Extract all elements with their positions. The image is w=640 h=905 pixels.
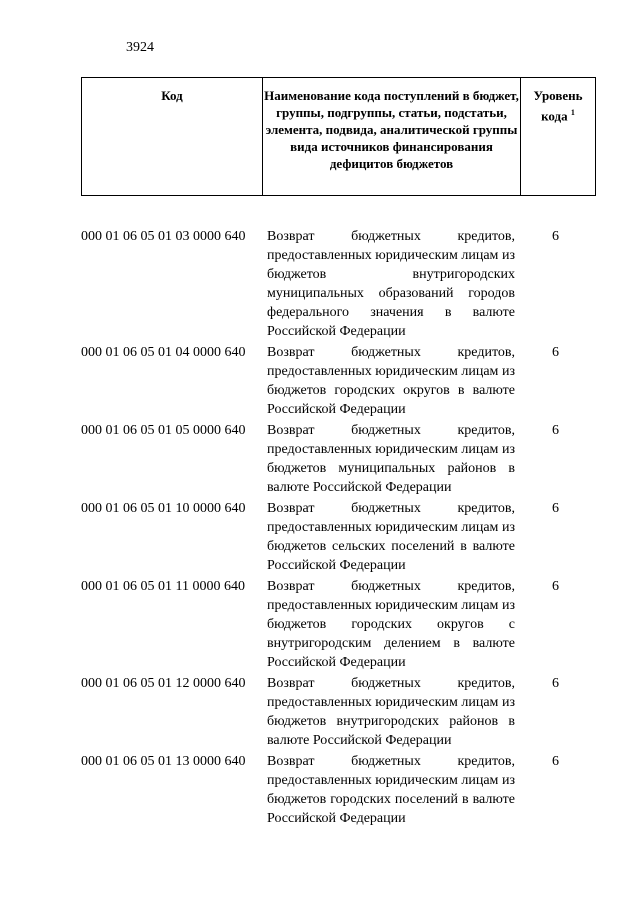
header-level-footnote: 1 [570, 108, 575, 117]
table-row [81, 752, 596, 828]
row-code: 000 01 06 05 01 13 0000 640 [81, 754, 246, 769]
row-code: 000 01 06 05 01 04 0000 640 [81, 345, 246, 360]
row-level: 6 [552, 754, 559, 769]
row-level: 6 [552, 423, 559, 438]
row-code: 000 01 06 05 01 03 0000 640 [81, 229, 246, 244]
row-name: Возврат бюджетных кредитов, предоставленных юридическим лицам из бюджетов сельских поселений в валюте Российской Федерации [267, 501, 515, 573]
table-row [81, 674, 596, 750]
row-name: Возврат бюджетных кредитов, предоставленных юридическим лицам из бюджетов внутригородских районов в валюте Российской Федерации [267, 676, 515, 748]
table-row [81, 421, 596, 497]
table-row [81, 577, 596, 672]
header-level-label: Уровень кода [533, 88, 583, 124]
header-level [520, 78, 595, 195]
page-number: 3924 [126, 40, 154, 55]
table-body [81, 227, 596, 830]
header-code: Код [161, 88, 183, 103]
table-header [81, 77, 596, 196]
row-name: Возврат бюджетных кредитов, предоставленных юридическим лицам из бюджетов муниципальных районов в валюте Российской Федерации [267, 423, 515, 495]
table-row [81, 499, 596, 575]
row-level: 6 [552, 501, 559, 516]
row-code: 000 01 06 05 01 05 0000 640 [81, 423, 246, 438]
row-level: 6 [552, 676, 559, 691]
row-name: Возврат бюджетных кредитов, предоставленных юридическим лицам из бюджетов городских округов в валюте Российской Федерации [267, 345, 515, 417]
header-name: Наименование кода поступлений в бюджет, группы, подгруппы, статьи, подстатьи, элемента, подвида, аналитической группы вида источников финансирования дефицитов бюджетов [262, 78, 520, 195]
row-name: Возврат бюджетных кредитов, предоставленных юридическим лицам из бюджетов внутригородских муниципальных образований городов федерального значения в валюте Российской Федерации [267, 229, 515, 339]
row-code: 000 01 06 05 01 12 0000 640 [81, 676, 246, 691]
row-level: 6 [552, 579, 559, 594]
row-level: 6 [552, 345, 559, 360]
row-code: 000 01 06 05 01 11 0000 640 [81, 579, 245, 594]
row-name: Возврат бюджетных кредитов, предоставленных юридическим лицам из бюджетов городских округов с внутригородским делением в валюте Российской Федерации [267, 579, 515, 670]
row-code: 000 01 06 05 01 10 0000 640 [81, 501, 246, 516]
table-row [81, 227, 596, 341]
row-name: Возврат бюджетных кредитов, предоставленных юридическим лицам из бюджетов городских поселений в валюте Российской Федерации [267, 754, 515, 826]
row-level: 6 [552, 229, 559, 244]
table-row [81, 343, 596, 419]
